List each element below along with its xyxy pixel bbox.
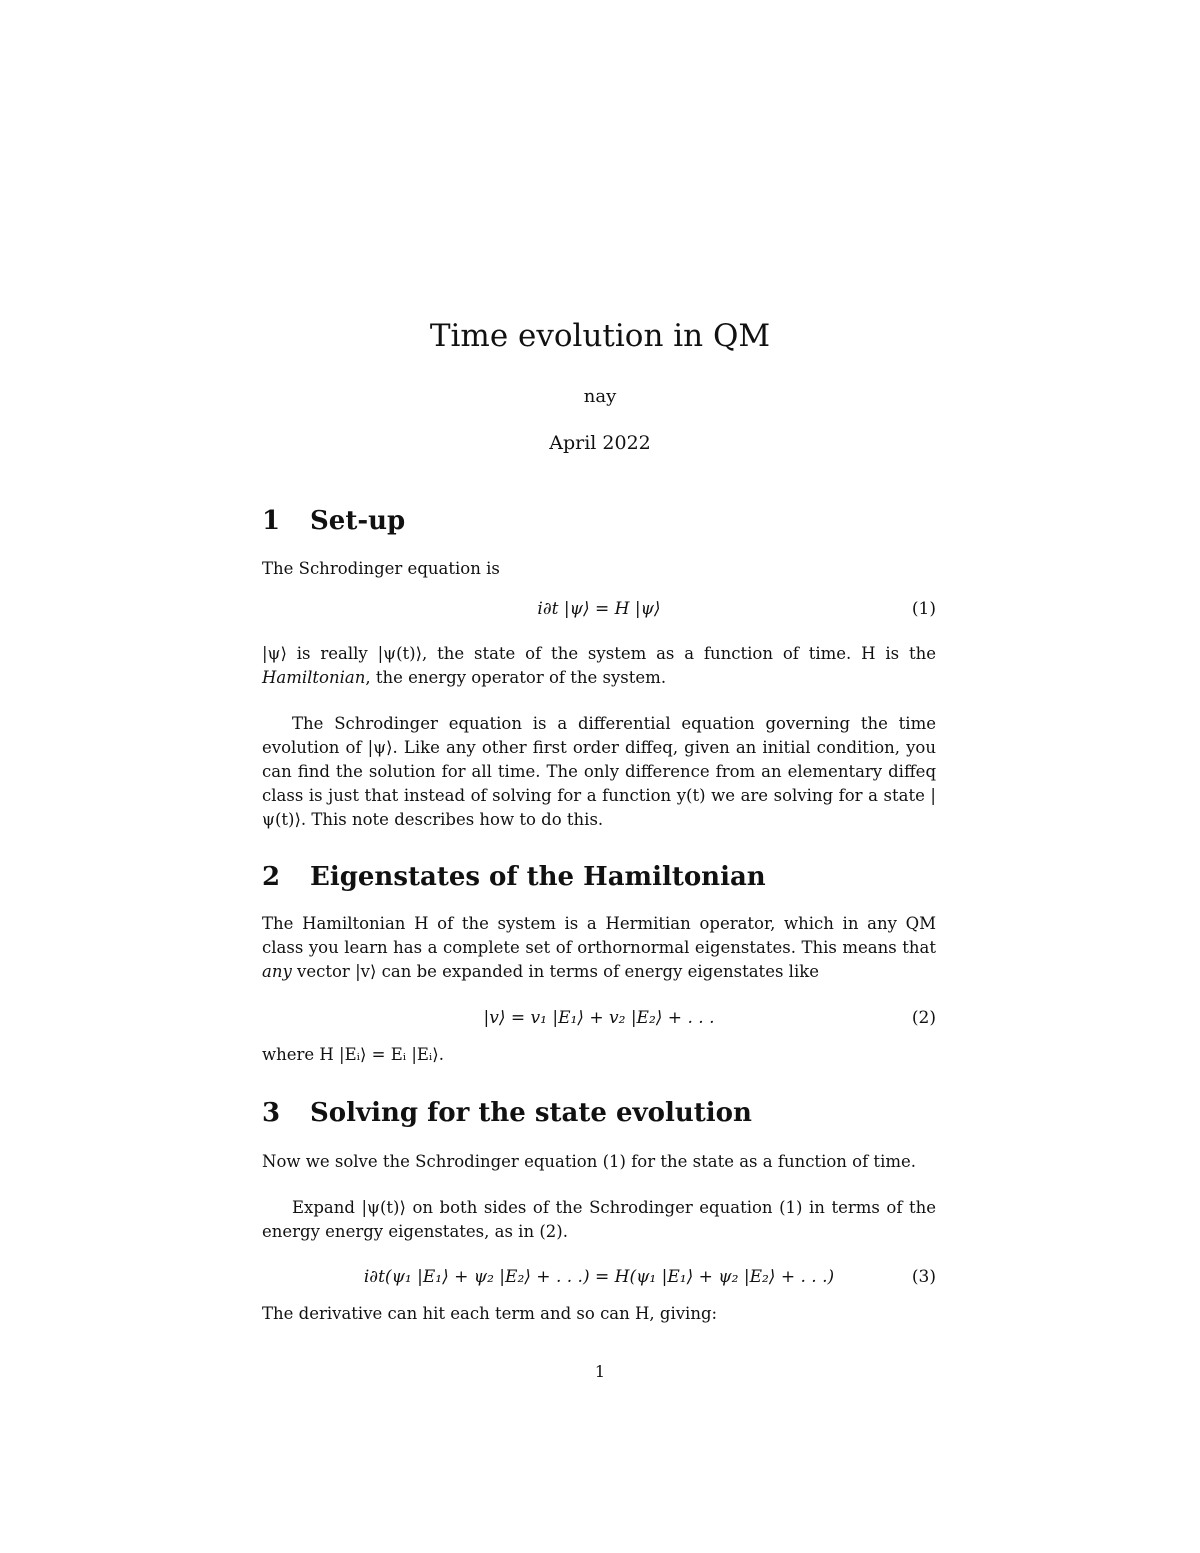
emphasis: Hamiltonian [262,668,366,687]
equation-number: (1) [911,599,936,619]
date: April 2022 [549,432,651,454]
section-number: 3 [262,1098,281,1128]
equation-number: (3) [911,1267,936,1287]
paragraph [262,912,936,984]
section-title: Eigenstates of the Hamiltonian [310,862,766,892]
equation-1 [262,599,936,623]
author: nay [583,386,617,407]
equation-3 [262,1267,936,1291]
section-number: 2 [262,862,281,892]
paragraph: where H |Eᵢ⟩ = Eᵢ |Eᵢ⟩. [262,1045,444,1064]
paragraph: Now we solve the Schrodinger equation (1) for the state as a function of time. [262,1152,916,1171]
section-title: Solving for the state evolution [310,1098,752,1128]
text-run: The Hamiltonian H of the system is a Hermitian operator, which in any QM class you learn has a complete set of orthornormal eigenstates. This means that [262,914,936,957]
equation-number: (2) [911,1008,936,1028]
equation-body: |v⟩ = v₁ |E₁⟩ + v₂ |E₂⟩ + . . . [483,1008,715,1028]
section-2-heading [262,862,766,892]
paragraph: The Schrodinger equation is a differential equation governing the time evolution of |ψ⟩. Like any other first order diffeq, given an initial condition, you can find the solution for all time. The only difference from an elementary diffeq class is just that instead of solving for a function y(t) we are solving for a state |ψ(t)⟩. This note describes how to do this. [262,714,936,829]
text-run: vector |v⟩ can be expanded in terms of energy eigenstates like [291,962,819,981]
paragraph: The derivative can hit each term and so can H, giving: [262,1304,718,1323]
paragraph: Expand |ψ(t)⟩ on both sides of the Schrodinger equation (1) in terms of the energy energy eigenstates, as in (2). [262,1198,936,1241]
paragraph [262,642,936,690]
equation-2 [262,1008,936,1032]
page-number: 1 [594,1362,606,1381]
paragraph: The Schrodinger equation is [262,559,500,578]
emphasis: any [262,962,292,981]
text-run: , the energy operator of the system. [365,668,667,687]
section-3-heading [262,1098,752,1128]
equation-body: i∂t |ψ⟩ = H |ψ⟩ [537,599,661,619]
text-run: |ψ⟩ is really |ψ(t)⟩, the state of the system as a function of time. H is the [262,644,936,663]
equation-body: i∂t(ψ₁ |E₁⟩ + ψ₂ |E₂⟩ + . . .) = H(ψ₁ |E₁⟩ + ψ₂ |E₂⟩ + . . .) [363,1267,835,1287]
paper-title: Time evolution in QM [429,318,771,354]
section-number: 1 [262,506,281,536]
section-title: Set-up [310,506,406,536]
section-1-heading [262,506,405,536]
